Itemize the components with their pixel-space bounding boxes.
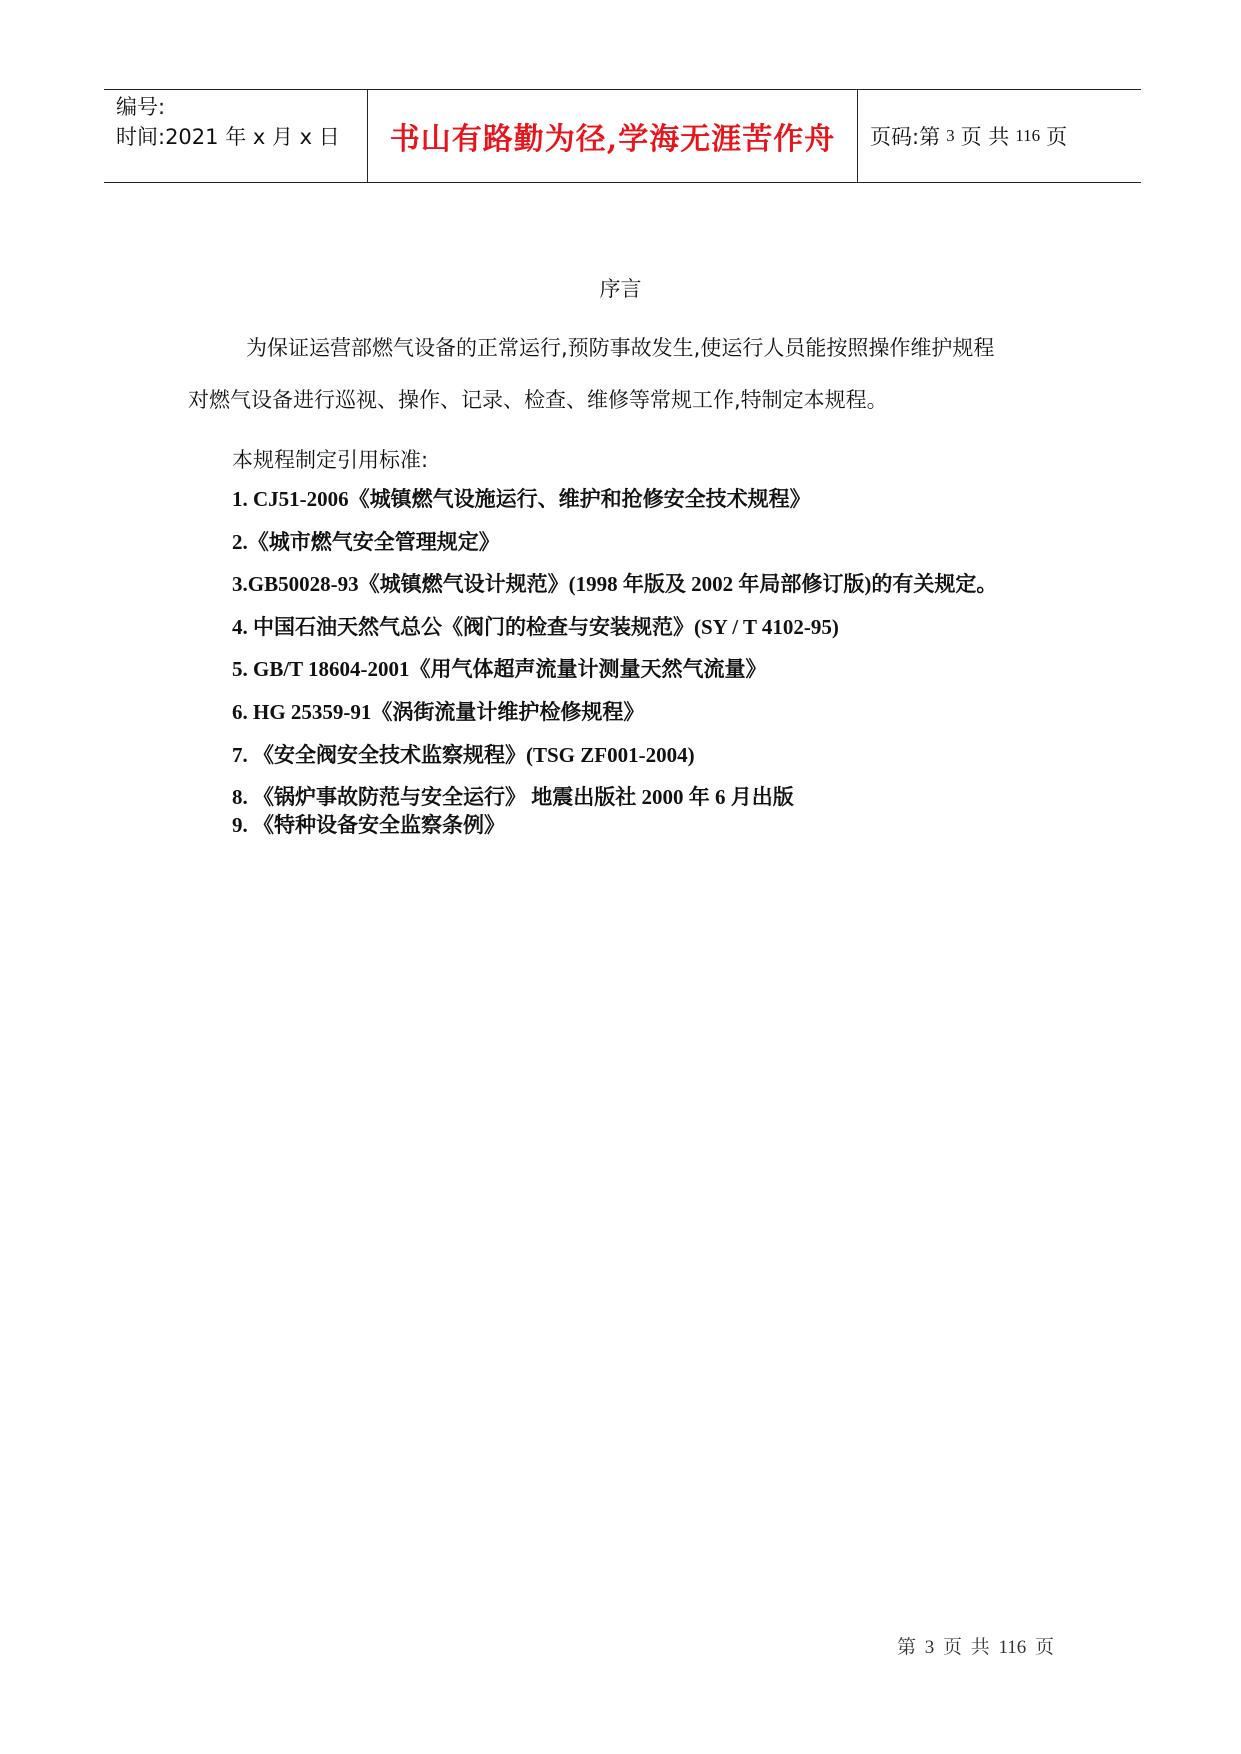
header-motto: 书山有路勤为径,学海无涯苦作舟 [389,121,836,157]
page-current: 3 [946,125,955,145]
page-prefix: 页码:第 [870,124,941,149]
time-label: 时间:2021 年 x 月 x 日 [116,125,340,149]
list-item: 5. GB/T 18604-2001《用气体超声流量计测量天然气流量》 [232,657,767,682]
header-meta [116,92,340,152]
page-title: 序言 [599,277,642,301]
page-footer: 第 3 页 共 116 页 [897,1637,1055,1658]
references-list [232,484,997,853]
list-item: 6. HG 25359-91《涡街流量计维护检修规程》 [232,699,645,724]
page-middle: 页 共 [960,124,1010,149]
page-suffix: 页 [1046,124,1068,149]
page-total: 116 [1015,125,1041,145]
document-header [104,89,1141,183]
list-item: 3.GB50028-93《城镇燃气设计规范》(1998 年版及 2002 年局部修订版)的有关规定。 [232,572,998,597]
preface-paragraph [188,322,1068,426]
list-item: 8. 《锅炉事故防范与安全运行》 地震出版社 2000 年 6 月出版 [232,785,794,810]
list-item: 2.《城市燃气安全管理规定》 [232,529,500,554]
paragraph-line: 对燃气设备进行巡视、操作、记录、检查、维修等常规工作,特制定本规程。 [188,388,888,412]
header-page-number [870,90,1067,181]
list-item: 7. 《安全阀安全技术监察规程》(TSG ZF001-2004) [232,742,695,767]
list-item: 1. CJ51-2006《城镇燃气设施运行、维护和抢修安全技术规程》 [232,487,811,511]
references-intro: 本规程制定引用标准: [232,448,429,472]
header-divider [857,90,858,182]
list-item: 4. 中国石油天然气总公《阀门的检查与安装规范》(SY / T 4102-95) [232,614,839,639]
paragraph-line: 为保证运营部燃气设备的正常运行,预防事故发生,使运行人员能按照操作维护规程 [246,336,995,360]
number-label: 编号: [116,95,166,119]
list-item: 9. 《特种设备安全监察条例》 [232,813,505,838]
